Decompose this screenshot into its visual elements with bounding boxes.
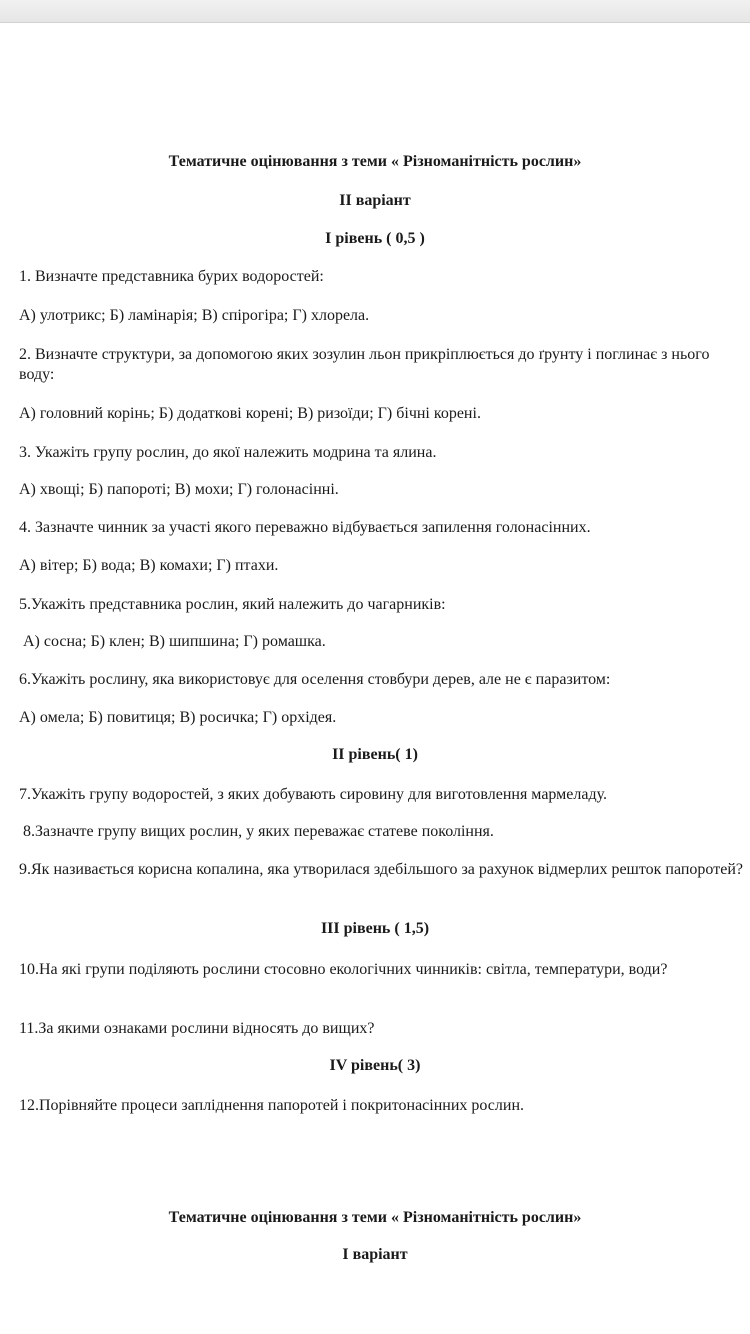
variant-heading-second: І варіант: [342, 1246, 408, 1263]
answers-1: А) улотрикс; Б) ламінарія; В) спірогіра; Г) хлорела.: [19, 307, 370, 324]
question-11: 11.За якими ознаками рослини відносять до вищих?: [19, 1020, 375, 1037]
answers-5: А) сосна; Б) клен; В) шипшина; Г) ромашка.: [23, 633, 326, 650]
question-9: 9.Як називається корисна копалина, яка утворилася здебільшого за рахунок відмерлих решток папоротей?: [19, 861, 743, 878]
answers-3: А) хвощі; Б) папороті; В) мохи; Г) голонасінні.: [19, 481, 339, 498]
question-12: 12.Порівняйте процеси запліднення папоротей і покритонасінних рослин.: [19, 1097, 525, 1114]
question-7: 7.Укажіть групу водоростей, з яких добувають сировину для виготовлення мармеладу.: [19, 786, 608, 803]
question-10: 10.На які групи поділяють рослини стосовно екологічних чинників: світла, температури, води?: [19, 961, 668, 978]
question-3: 3. Укажіть групу рослин, до якої належить модрина та ялина.: [19, 444, 437, 461]
document-title: Тематичне оцінювання з теми « Різноманітність рослин»: [168, 153, 582, 170]
question-4: 4. Зазначте чинник за участі якого переважно відбувається запилення голонасінних.: [19, 519, 591, 536]
question-6: 6.Укажіть рослину, яка використовує для оселення стовбури дерев, але не є паразитом:: [19, 671, 611, 688]
question-8: 8.Зазначте групу вищих рослин, у яких переважає статеве покоління.: [23, 823, 494, 840]
level-1-heading: І рівень ( 0,5 ): [325, 230, 425, 247]
question-1: 1. Визначте представника бурих водоростей:: [19, 268, 324, 285]
document-title-second: Тематичне оцінювання з теми « Різноманітність рослин»: [168, 1209, 582, 1226]
question-2: 2. Визначте структури, за допомогою яких зозулин льон прикріплюється до ґрунту і поглинає з нього воду:: [19, 346, 710, 383]
answers-2: А) головний корінь; Б) додаткові корені; В) ризоїди; Г) бічні корені.: [19, 405, 481, 422]
question-5: 5.Укажіть представника рослин, який належить до чагарників:: [19, 596, 446, 613]
variant-heading: II варіант: [339, 192, 411, 209]
level-2-heading: ІІ рівень( 1): [332, 746, 418, 763]
answers-4: А) вітер; Б) вода; В) комахи; Г) птахи.: [19, 557, 279, 574]
answers-6: А) омела; Б) повитиця; В) росичка; Г) орхідея.: [19, 709, 337, 726]
level-4-heading: ІV рівень( 3): [329, 1057, 421, 1074]
level-3-heading: ІІІ рівень ( 1,5): [320, 920, 430, 937]
